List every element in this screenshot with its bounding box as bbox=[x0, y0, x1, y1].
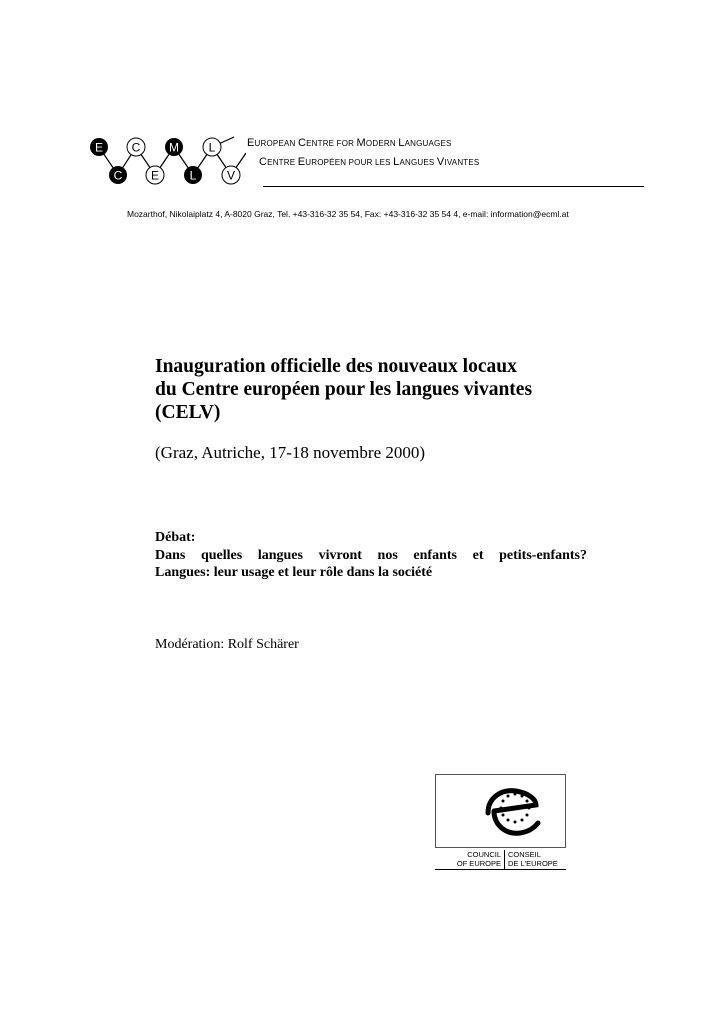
header-english-name: EUROPEAN CENTRE FOR MODERN LANGUAGES bbox=[247, 137, 452, 149]
logo-letter: L bbox=[208, 140, 216, 155]
header-french-name: CENTRE EUROPÉEN POUR LES LANGUES VIVANTES bbox=[259, 156, 480, 168]
document-title bbox=[155, 355, 575, 424]
council-of-europe-logo bbox=[435, 774, 566, 870]
debate-question: Dans quelles langues vivront nos enfants et petits-enfants? bbox=[155, 547, 587, 563]
council-logo-frame bbox=[435, 774, 566, 848]
logo-letter: C bbox=[113, 168, 123, 183]
debate-block bbox=[155, 529, 587, 582]
header-rule bbox=[263, 186, 644, 187]
ecml-logo bbox=[86, 133, 246, 193]
logo-letter: M bbox=[169, 140, 179, 155]
title-line: du Centre européen pour les langues vivantes bbox=[155, 379, 533, 400]
place-date: (Graz, Autriche, 17-18 novembre 2000) bbox=[155, 443, 426, 462]
logo-letter: E bbox=[94, 140, 104, 155]
logo-letter: L bbox=[189, 168, 197, 183]
council-divider bbox=[504, 850, 505, 869]
logo-letter: C bbox=[131, 140, 141, 155]
council-emblem-icon bbox=[436, 775, 565, 847]
logo-letter: E bbox=[150, 168, 160, 183]
logo-letter: V bbox=[226, 168, 236, 183]
council-name-french: CONSEIL DE L'EUROPE bbox=[508, 850, 558, 868]
address-line: Mozarthof, Nikolaiplatz 4, A-8020 Graz, Tel. +43-316-32 35 54, Fax: +43-316-32 35 54 4, e-mail: information@ecml.at bbox=[127, 209, 569, 219]
debate-label: Débat: bbox=[155, 530, 196, 545]
title-line: Inauguration officielle des nouveaux locaux bbox=[155, 356, 517, 377]
moderation-line: Modération: Rolf Schärer bbox=[155, 637, 299, 652]
council-rule bbox=[435, 869, 566, 870]
title-line: (CELV) bbox=[155, 402, 221, 423]
council-name-english: COUNCIL OF EUROPE bbox=[456, 850, 501, 868]
debate-subtitle: Langues: leur usage et leur rôle dans la société bbox=[155, 565, 433, 580]
